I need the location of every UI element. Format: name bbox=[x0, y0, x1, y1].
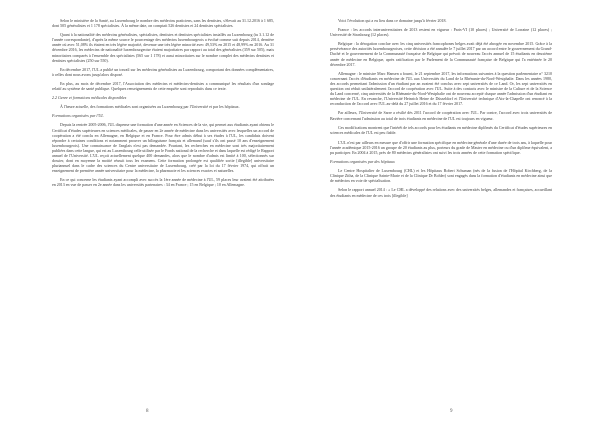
subsection-heading: Formations organisées par l'UL bbox=[52, 113, 104, 119]
paragraph: Allemagne : le ministre Marc Hansen a fourni, le 21 septembre 2017, les informations suivantes à la question parlementaire n° 3210 concernant l'accès d'étudiants en médecine de l'UL aux Universités du Land de la Rhénanie-du-Nord-Westphalie. Dans les années 1980, des accords permettant l'admission d'un étudiant par an avaient été conclus avec sept universités de ce Land. Or, les sept universités en question ont réduit unilatéralement l'accord de coopération avec l'UL. Suite à des contacts avec le ministre de la Culture et de la Science du Land concerné, cinq universités de la Rhénanie-du-Nord-Westphalie ont de nouveau accepté chaque année l'admission d'un étudiant en médecine de l'UL. En revanche, l'Université Heinrich Heine de Düsseldorf et l'Université technique d'Aix-la-Chapelle ont renoncé à la reconduction de l'accord avec l'UL au-delà du 27 juillet 2016 et du 17 février 2017. bbox=[330, 70, 552, 107]
subsection-heading: Formations organisées par des hôpitaux bbox=[330, 159, 395, 165]
paragraph: Voici l'évolution qui a eu lieu dans ce domaine jusqu'à février 2018. bbox=[338, 18, 447, 23]
page-number: 9 bbox=[450, 409, 453, 414]
paragraph: En ce qui concerne les étudiants ayant accompli avec succès la 1ère année de médecine à l'UL, 59 places leur avaient été attribuées en 2013 en vue de passer en 2e année dans les universités partenaires : 34 en France ; 15 en Belgique ; 10 en Allemagne. bbox=[52, 177, 274, 188]
left-text-column bbox=[52, 18, 274, 398]
page-number: 8 bbox=[146, 409, 149, 414]
paragraph: Belgique : la dérogation conclue avec les cinq universités francophones belges avait déjà été abrogée en novembre 2015. Grâce à la persévérance des autorités luxembourgeoises, cette décision a été annulée le 7 juillet 2017 par un accord entre le gouvernement du Grand-Duché et le gouvernement de la Communauté française de Belgique qui prévoit de nouveau l'accès annuel de 15 étudiants en deuxième année de médecine en Belgique, après ratification par le Parlement de la Communauté française de Belgique qui l'a entérinée le 20 décembre 2017. bbox=[330, 41, 552, 67]
paragraph: Quant à la nationalité des médecins généralistes, spécialistes, dentistes et dentistes spécialistes installés au Luxembourg (tu 3.1.12 de l'année correspondante), d'après la même source le pourcentage des médecins luxembourgeois a évolué comme suit depuis 2014, dernière année où avec 51,08% ils étaient en très légère majorité, devenue une très légère minorité avec 49,53% en 2015 et 48,99% en 2016. Au 31 décembre 2016, les médecins de nationalité luxembourgeoise étaient majoritaires par rapport au total des généralistes (359 sur 505), mais minoritaires comparés à l'ensemble des spécialistes (565 sur 1 178) et aussi minoritaires sur le nombre complet des médecins dentistes et dentistes spécialistes (250 sur 550). bbox=[52, 32, 274, 63]
paragraph: Selon le ministère de la Santé, au Luxembourg le nombre des médecins praticiens, sans les dentistes, s'élevait au 31.12.2016 à 1 685, dont 505 généralistes et 1 178 spécialistes. À la même date, on comptait 526 dentistes et 24 dentistes spécialistes. bbox=[52, 18, 274, 29]
paragraph: Le Centre Hospitalier de Luxembourg (CHL) et les Hôpitaux Robert Schuman (nés de la fusion de l'Hôpital Kirchberg, de la Clinique Zitha, de la Clinique Sainte-Marie et de la Clinique Dr Bohler) sont engagés dans la formation d'étudiants en médecine ainsi que de médecins en voie de spécialisation. bbox=[330, 168, 552, 184]
right-page bbox=[300, 0, 600, 424]
paragraph: Selon le rapport annuel 2014 : « Le CHL a développé des relations avec des universités belges, allemandes et françaises, accueillant des étudiants en médecine de ces trois [illegible] bbox=[330, 187, 552, 198]
paragraph: En décembre 2017, l'UL a publié un travail sur les médecins généralistes au Luxembourg, comportant des données complémentaires, à celles dont nous avons jusqu'alors disposé. bbox=[52, 66, 274, 77]
paragraph: En plus, au mois de décembre 2017, l'Association des médecins et médecins-dentistes a communiqué les résultats d'un sondage relatif au système de santé publique. Quelques renseignements de cette enquête sont reproduits dans ce texte. bbox=[52, 80, 274, 92]
paragraph: Depuis la rentrée 2005-2006, l'UL dispense une formation d'une année en Sciences de la vie, qui permet aux étudiants ayant obtenu le Certificat d'études supérieures en sciences médicales, de passer en 2e année de médecine dans les universités avec lesquelles un accord de coopération a été conclu en Allemagne, en Belgique et en France. Pour être admis début à ses études à l'UL, les candidats doivent répondre à certaines conditions et notamment prouver un bilinguisme français et allemand (sauf s'ils ont passé 10 ans d'enseignement luxembourgeois). Une connaissance de l'anglais n'est pas demandée. Pourtant, les recherches en médecine sont très majoritairement publiées dans cette langue, qui est au Luxembourg celle utilisée par le Fonds national de la recherche et dans laquelle est rédigé le Rapport annuel de l'Université. L'UL reçoit actuellement quelque 400 demandes, alors que le nombre d'admis est limité à 100, sélectionnés sur dossier, dont en moyenne la moitié réussit tous les examens. Cette formation prolongée est qualifiée sortie [illegible] universitaire pluriannuel dans le cadre des sciences du Centre universitaire de Luxembourg, créé par la loi du 17 février 1974, qui offrait un enseignement de première année universitaire pour la médecine, la pharmacie et les sciences exactes et naturelles. bbox=[52, 122, 274, 174]
section-heading: 2.2 Genre et formations médicales disponibles bbox=[52, 95, 127, 101]
right-text-column bbox=[330, 18, 552, 398]
paragraph: À l'heure actuelle, des formations médicales sont organisées au Luxembourg par l'Université et par les hôpitaux. bbox=[60, 104, 240, 110]
paragraph: L'UL n'est par ailleurs en mesure que d'offrir une formation spécifique en médecine générale d'une durée de trois ans, à laquelle pour l'année académique 2015-2016 un groupe de 20 étudiants au plus, porteurs du grade de Master en médecine ou d'un diplôme équivalent, a pu participer. En 2004 à 2015, près de 80 médecins généralistes ont suivi les trois années de cette formation spécifique. bbox=[330, 139, 552, 155]
paragraph: Par ailleurs, l'Université de Sarre a résilié dès 2011 l'accord de coopération avec l'UL. Par contre, l'accord avec trois universités de Bavière concernant l'admission au total de trois étudiants en médecine de l'UL est toujours en vigueur. bbox=[330, 110, 552, 121]
paragraph: France : les accords interuniversitaires de 2013 restent en vigueur : Paris-VI (10 places) ; Université de Lorraine (12 places) ; Université de Strasbourg (12 places). bbox=[330, 27, 552, 38]
paragraph: Ces modifications montrent que l'intérêt de tels accords pour les étudiants en médecine diplômés du Certificat d'études supérieures en sciences médicales de l'UL est peu fiable. bbox=[330, 124, 552, 135]
